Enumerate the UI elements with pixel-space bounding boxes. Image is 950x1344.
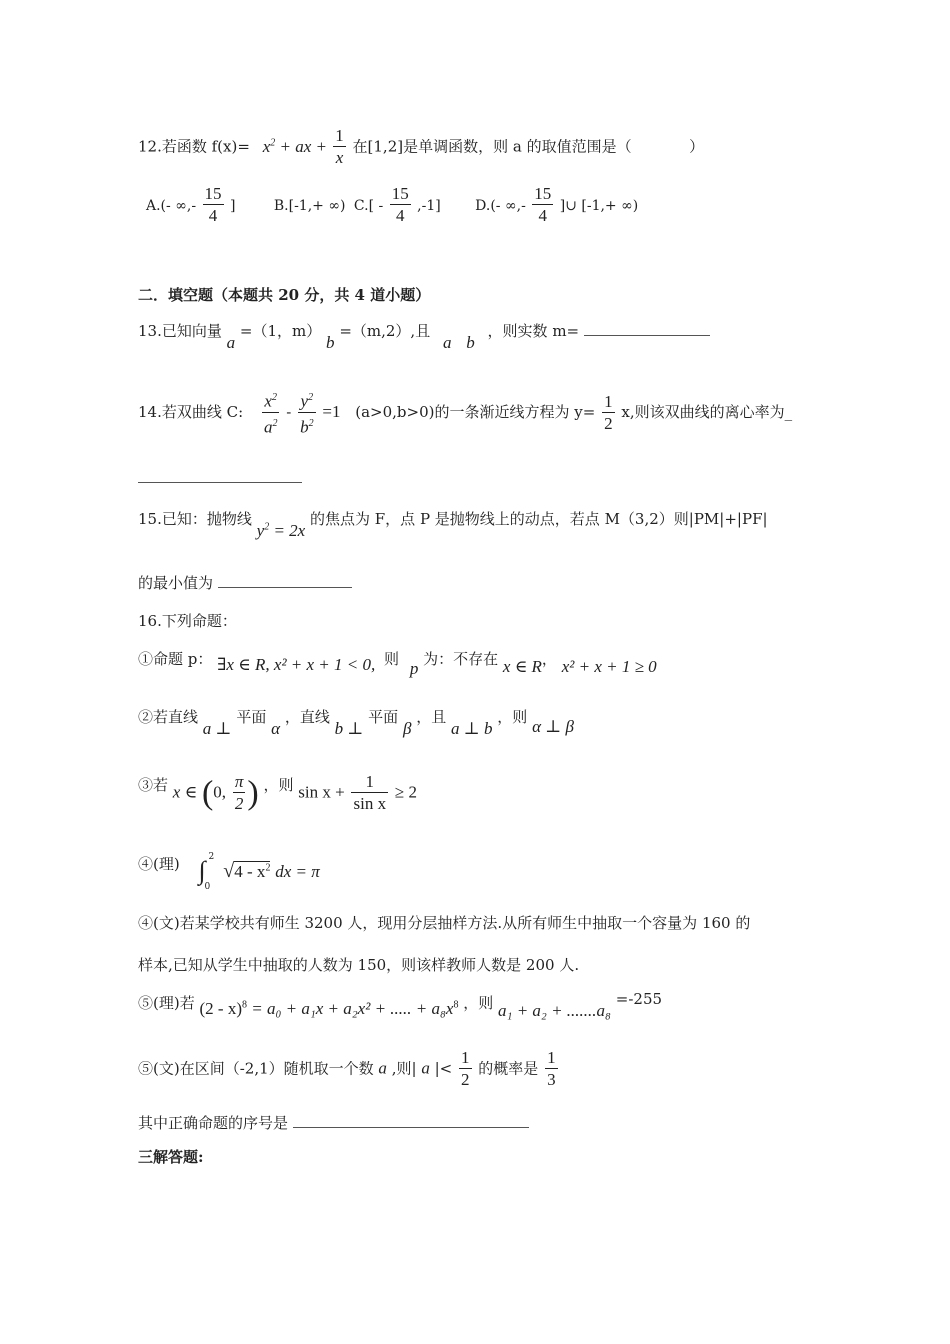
q13-answer-blank	[584, 321, 710, 336]
q12-close: ）	[689, 137, 705, 156]
q16-pi-half: $\frac{\pi}{2}$	[234, 772, 244, 813]
q14-frac-y: $\frac{y^2}{b^2}$	[298, 388, 316, 438]
question-14: 14.若双曲线 C: $\frac{x^2}{a^2}$ - $\frac{y^2}{b^2}$ =1 (a>0,b>0)的一条渐近线方程为 y= $\frac{1}{2}$ x,则该双曲线的离心率为_	[138, 388, 792, 438]
q12-tail: 在[1,2]是单调函数，则 a 的取值范围是（	[352, 137, 632, 156]
section-3-title: 三解答题:	[138, 1148, 204, 1166]
q16-half-frac: $\frac{1}{2}$	[461, 1048, 470, 1089]
proposition-4-science: ④(理) ∫ 2 0 $√4 - x^2$ dx = π	[138, 852, 320, 892]
option-a: A.(- ∞,- $\frac{15}{4}$ ]	[146, 184, 236, 225]
question-16: 16.下列命题：	[138, 612, 237, 630]
q12-fraction: $\frac{1}{x}$	[335, 126, 344, 167]
question-12	[138, 126, 704, 169]
proposition-1: ①命题 p： ∃x ∈ R, x² + x + 1 < 0, 则 p 为：不存在 x ∈ R， x² + x + 1 ≥ 0	[138, 650, 657, 678]
question-12-options	[146, 184, 638, 227]
q16-answer-blank	[293, 1113, 529, 1128]
q16-answer-line: 其中正确命题的序号是	[138, 1112, 529, 1133]
question-15: 15.已知：抛物线 $y^2 = 2x$ 的焦点为 F，点 P 是抛物线上的动点，若点 M（3,2）则|PM|+|PF|	[138, 510, 768, 540]
q12-formula: $x^2$ + ax +	[262, 136, 332, 156]
option-c: C.[ - $\frac{15}{4}$ ,-1]	[353, 184, 441, 225]
proposition-4-arts-line1: ④(文)若某学校共有师生 3200 人，现用分层抽样方法.从所有师生中抽取一个容量为 160 的	[138, 914, 751, 932]
section-2-title: 二．填空题（本题共 20 分，共 4 道小题）	[138, 286, 431, 304]
q14-frac-x: $\frac{x^2}{a^2}$	[262, 388, 280, 438]
proposition-3: ③若 x ∈ (0, $\frac{\pi}{2}$ ) ，则 sin x + $\frac{1}{\text{sin x}}$ ≥ 2	[138, 772, 417, 813]
option-d: D.(- ∞,- $\frac{15}{4}$ ]∪ [-1,+ ∞)	[475, 184, 639, 225]
q14-half: $\frac{1}{2}$	[604, 391, 613, 433]
question-13: 13.已知向量 a =（1，m） b =（m,2）,且 a b ，则实数 m=	[138, 320, 710, 341]
q16-one-over-sin: $\frac{1}{\text{sin x}}$	[353, 772, 387, 813]
proposition-5-science: ⑤(理)若 (2 - x)$^8$ = a₀ + a₁x + a₂x² + ..... + $a_8x^8$ ，则 a₁ + a₂ + .......a₈ =-255	[138, 990, 663, 1020]
q14-answer-blank	[138, 468, 302, 487]
option-b: B.[-1,+ ∞)	[273, 197, 346, 214]
q16-third-frac: $\frac{1}{3}$	[547, 1048, 556, 1089]
q12-label: 12.若函数 f(x)=	[138, 137, 250, 156]
question-15-line2: 的最小值为	[138, 572, 352, 593]
proposition-5-arts: ⑤(文)在区间（-2,1）随机取一个数 a ,则| a |< $\frac{1}{2}$ 的概率是 $\frac{1}{3}$	[138, 1048, 556, 1089]
q15-answer-blank	[218, 573, 352, 588]
proposition-2: ②若直线 a ⊥ 平面 α ，直线 b ⊥ 平面 β ，且 a ⊥ b ，则 α ⊥ β	[138, 708, 574, 738]
proposition-4-arts-line2: 样本,已知从学生中抽取的人数为 150，则该样教师人数是 200 人.	[138, 956, 580, 974]
